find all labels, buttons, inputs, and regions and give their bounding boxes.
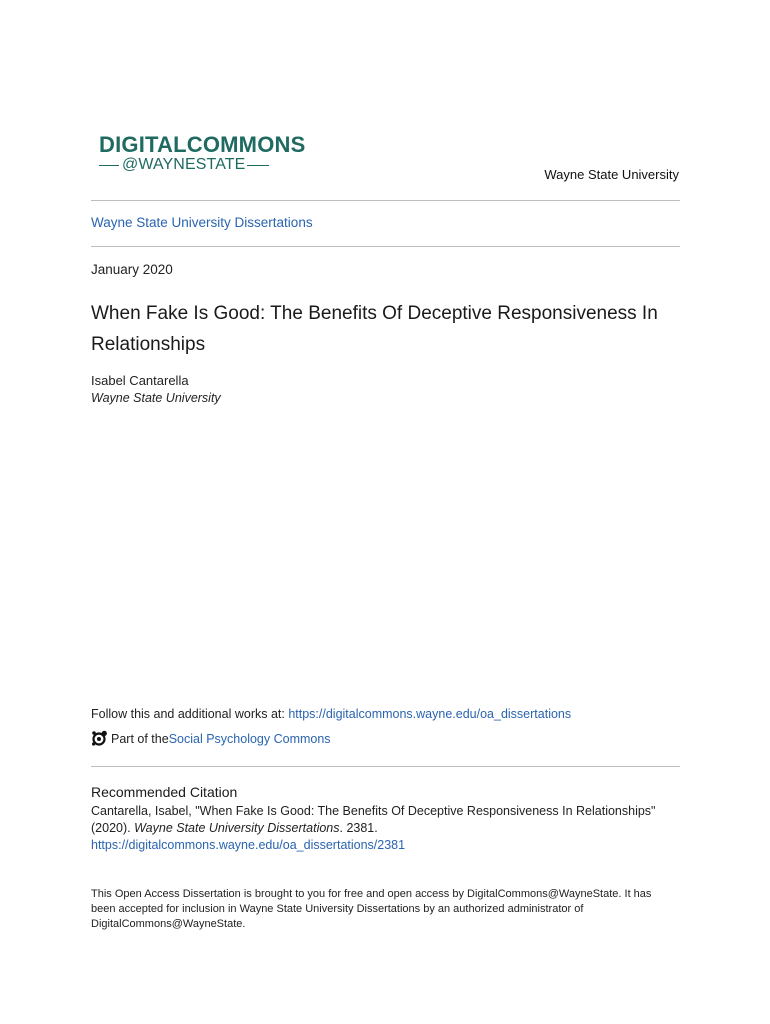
header-divider: [91, 200, 680, 201]
notice-line-2: been accepted for inclusion in Wayne State University Dissertations by an authorized administrator of: [91, 903, 584, 915]
logo-bottom-text: @WAYNESTATE: [122, 156, 246, 173]
citation-text: [91, 803, 691, 854]
follow-prefix: Follow this and additional works at:: [91, 707, 289, 721]
citation-line-2: [91, 820, 691, 837]
logo-rule-left: [99, 165, 119, 166]
document-title-line-2: Relationships: [91, 334, 206, 355]
citation-year: (2020).: [91, 821, 135, 835]
citation-line-1: Cantarella, Isabel, "When Fake Is Good: The Benefits Of Deceptive Responsiveness In Relationships": [91, 804, 656, 818]
part-of-prefix: Part of the: [111, 731, 169, 746]
logo-bottom: [99, 156, 271, 174]
digital-commons-logo[interactable]: [99, 132, 306, 175]
author-name: Isabel Cantarella: [91, 373, 189, 388]
recommended-citation-heading: Recommended Citation: [91, 784, 238, 800]
follow-url-link[interactable]: https://digitalcommons.wayne.edu/oa_dissertations: [288, 707, 572, 721]
logo-rule-right: [247, 165, 269, 166]
document-title: [91, 298, 691, 360]
network-icon: [91, 730, 108, 747]
open-access-notice: [91, 887, 691, 932]
document-title-line-1: When Fake Is Good: The Benefits Of Deceptive Responsiveness In: [91, 303, 658, 324]
notice-line-1: This Open Access Dissertation is brought to you for free and open access by DigitalCommons@WayneState. It has: [91, 888, 652, 900]
series-divider: [91, 246, 680, 247]
institution-name: Wayne State University: [544, 167, 679, 182]
follow-line: [91, 707, 571, 721]
author-affiliation: Wayne State University: [91, 391, 221, 405]
notice-line-3: DigitalCommons@WayneState.: [91, 918, 246, 930]
part-of-line: [91, 730, 331, 747]
citation-series: Wayne State University Dissertations: [134, 821, 340, 835]
series-link[interactable]: Wayne State University Dissertations: [91, 215, 313, 230]
citation-divider: [91, 766, 680, 767]
citation-url-link[interactable]: https://digitalcommons.wayne.edu/oa_dissertations/2381: [91, 838, 406, 852]
publication-date: January 2020: [91, 262, 173, 277]
social-psychology-commons-link[interactable]: Social Psychology Commons: [168, 731, 331, 746]
citation-number: . 2381.: [339, 821, 378, 835]
logo-top-text: DIGITALCOMMONS: [99, 132, 306, 157]
